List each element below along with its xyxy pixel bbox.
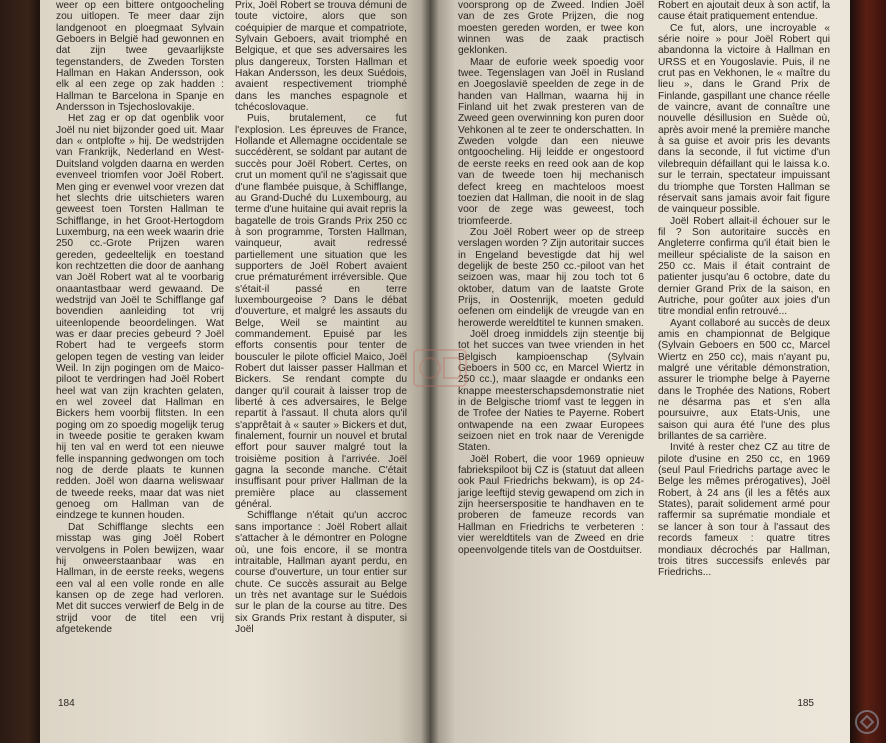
paragraph: Robert en ajoutait deux à son actif, la cause était pratiquement entendue. [658,0,830,23]
paragraph: Ce fut, alors, une incroyable « série noire » pour Joël Robert qui abandonna la victoire à Hallman en URSS et en Yougoslavie. Puis, il ne crut pas en Vekhonen, le « maître du lieu », dans le Grand Prix de Finlande, gaspillant une chance réelle de vaincre, avant de connaître une nouvelle désillusion en Suède où, après avoir mené la première manche à sa guise et avoir pris les devants dans la seconde, il fut victime d'un vilebrequin défaillant qui le laissa k.o. sur le terrain, spectateur impuissant du triomphe que Torsten Hallman se réservait sans jamais avoir fait figure de vainqueur possible. [658,22,830,216]
paragraph: Schifflange n'était qu'un accroc sans importance : Joël Robert allait s'attacher à le démontrer en Pologne où, une fois encore, il se montra intraitable, Hallman ayant perdu, en course d'ouverture, un tour entier sur chute. Ce succès assurait au Belge un très net avantage sur le Suédois sur le plan de la course au titre. Des six Grands Prix restant à disputer, si Joël [235,510,407,635]
paragraph: Joël droeg inmiddels zijn steentje bij tot het succes van twee vrienden in het Belgisch kampioenschap (Sylvain Geboers in 500 cc, en Marcel Wiertz in 250 cc.), maar slaagde er ondanks een knappe meesterschapsdemonstratie niet in de Belgische triomf vast te leggen in de Trofee der Naties te Payerne. Robert ontwapende na een zwaar Europees seizoen niet en trok naar de Verenigde Staten. [458,328,644,454]
right-page-french-column [658,0,830,579]
paragraph: Invité à rester chez CZ au titre de pilote d'usine en 250 cc, en 1969 (seul Paul Friedrichs partage avec le Belge les mêmes prérogatives), Joël Robert, à 24 ans (il les a fêtés aux States), parait solidement armé pour raffermir sa suprématie mondiale et se lancer à son tour à l'assaut des records fameux : quatre titres mondiaux décrochés par Hallman, trois titres successifs enlevés par Friedrichs... [658,442,830,579]
paragraph: Zou Joël Robert weer op de streep verslagen worden ? Zijn autoritair succes in Engeland bevestigde dat hij wel degelijk de beste 250 cc.-piloot van het seizoen was, maar hij zou toch tot 6 oktober, datum van de laatste Grote Prijs, in Oostenrijk, moeten geduld oefenen om eindelijk de vreugde van en herowerde wereldtitel te kunnen smaken. [458,226,644,329]
page-number-left: 184 [58,698,75,709]
left-page-dutch-column [56,0,224,635]
watermark-logo-icon [412,346,468,390]
paragraph: voorsprong op de Zweed. Indien Joël van de zes Grote Prijzen, die nog moesten gereden worden, er twee kon winnen was de zaak practisch geklonken. [458,0,644,57]
paragraph: Joël Robert allait-il échouer sur le fil ? Son autoritaire succès en Angleterre confirma qu'il était bien le meilleur spécialiste de la saison en 250 cc. Mais il était contraint de patienter jusqu'au 6 octobre, date du dernier Grand Prix de la saison, en Autriche, pour goûter aux joies d'un titre mondial enfin retrouvé... [658,215,830,318]
corner-watermark-icon [854,709,880,735]
paragraph: Het zag er op dat ogenblik voor Joël nu niet bijzonder goed uit. Maar dan « ontplofte » hij. De wedstrijden van Frankrijk, Nederland en West-Duitsland volgden daarna en werden evenveel triomfen voor Joël Robert. Men ging er evenwel voor vrezen dat het slechts drie uitschieters waren geweest toen Torsten Hallman te Schifflange, in het Groot-Hertogdom Luxemburg, na een week waarin drie 250 cc.-Grote Prijzen waren gereden, gedeeltelijk en toestand kon rechtzetten die door de aanhang van Joël Robert wat al te voorbarig onaantastbaar werd gewaand. De wedstrijd van Joël te Schifflange gaf bovendien aanleiding tot vrij uiteenlopende beoordelingen. Wat was er daar precies gebeurd ? Joël Robert had te vergeefs storm gelopen tegen de vesting van leider Weil. In zijn pogingen om de Maico-piloot te verdringen had Joël Robert heel wat van zijn krachten gelaten, en wel zoveel dat Hallman en Bickers hem voorbij flitsten. In een poging om zo spoedig mogelijk terug in tweede positie te geraken kwam hij ten val en werd tot een nieuwe felle inspanning gedwongen om toch nog de derde plaats te kunnen redden. Joël won daarna weliswaar de tweede reeks, maar dat was niet genoeg om Hallman van de eindzege te kunnen houden. [56,113,224,522]
paragraph: Dat Schifflange slechts een misstap was ging Joël Robert vervolgens in Polen bewijzen, waar hij onweerstaanbaar was en Hallman, in de eerste reeks, wegens een val al een volle ronde en alle kansen op de zege had verloren. Met dit succes verwierf de Belg in de strijd voor de titel een vrij afgetekende [56,521,224,635]
page-number-right: 185 [797,698,814,709]
paragraph: weer op een bittere ontgoocheling zou uitlopen. Te meer daar zijn landgenoot en ploegmaat Sylvain Geboers in België had gewonnen en dat zijn twee gevaarlijkste tegenstanders, de Zweden Torsten Hallman en Hakan Andersson, ook elk al een zege op zak hadden : Hallman te Barcelona in Spanje en Andersson in Tsjechoslovakije. [56,0,224,114]
right-page [430,0,850,743]
right-page-dutch-column [458,0,644,556]
left-page-french-column [235,0,407,635]
paragraph: Ayant collaboré au succès de deux amis en championnat de Belgique (Sylvain Geboers en 500 cc, Marcel Wiertz en 250 cc), mais n'ayant pu, malgré une véritable démonstration, assurer le triomphe belge à Payerne dans le Trophée des Nations, Robert ne désarma pas et s'en alla poursuivre, aux Etats-Unis, une saison qui aura été l'une des plus brillantes de sa carrière. [658,317,830,443]
left-page [40,0,430,743]
paragraph: Maar de euforie week spoedig voor twee. Tegenslagen van Joël in Rusland en Joegoslavië speelden de zege in de handen van Hallman, waarna hij in Finland uit het zwak presteren van de Zweed geen overwinning kon puren door Vehkonen al te zeer te onderschatten. In Zweden volgde dan een nieuwe ontgoocheling. Hij leidde er ongestoord de eerste reeks en reed ook aan de kop van de tweede toen hij mechanisch defect kreeg en machteloos moest toezien dat Hallman, die nooit in de slag voor de zege was geweest, toch triomfeerde. [458,56,644,227]
book-cover-edge-right [850,0,886,743]
paragraph: Joël Robert, die voor 1969 opnieuw fabriekspiloot bij CZ is (statuut dat alleen ook Paul Friedrichs bekwam), is op 24-jarige leeftijd stevig gewapend om zich in zijn heerserspositie te handhaven en te proberen de fameuze records van Hallman en Friedrichs te verbeteren : vier wereldtitels van de Zweed en drie opeenvolgende titels van de Oostduitser. [458,453,644,556]
paragraph: Puis, brutalement, ce fut l'explosion. Les épreuves de France, Hollande et Allemagne occidentale se succédèrent, se soldant par autant de succès pour Joël Robert. Certes, on crut un moment qu'il ne s'agissait que d'une flambée puisque, à Schifflange, au Grand-Duché du Luxembourg, au terme d'une huitaine qui avait repris la bagatelle de trois Grands Prix 250 cc à son programme, Torsten Hallman, vainqueur, avait redressé partiellement une situation que les supporters de Joël Robert avaient crue prématurément irréversible. Que s'était-il passé en terre luxembourgeoise ? Dans le débat d'ouverture, et malgré les assauts du Belge, Weil se maintint au commandement. Epuisé par les efforts consentis pour tenter de bousculer le pilote officiel Maico, Joël Robert dut laisser passer Hallman et Bickers. Se rendant compte du danger qu'il courait à laisser trop de liberté à ces adversaires, le Belge repartit à l'assaut. Il chuta alors qu'il s'apprêtait à « sauter » Bickers et dut, finalement, fournir un nouvel et brutal effort pour sauver malgré tout la troisième position à l'arrivée. Joël gagna la seconde manche. C'était insuffisant pour priver Hallman de la première place au classement général. [235,113,407,511]
paragraph: Prix, Joël Robert se trouva démuni de toute victoire, alors que son coéquipier de marque et compatriote, Sylvain Geboers, avait triomphé en Belgique, et que ses adversaires les plus dangereux, Torsten Hallman et Hakan Andersson, les deux Suédois, avaient respectivement triomphé dans les manches espagnole et tchécoslovaque. [235,0,407,114]
book-cover-edge-left [0,0,40,743]
